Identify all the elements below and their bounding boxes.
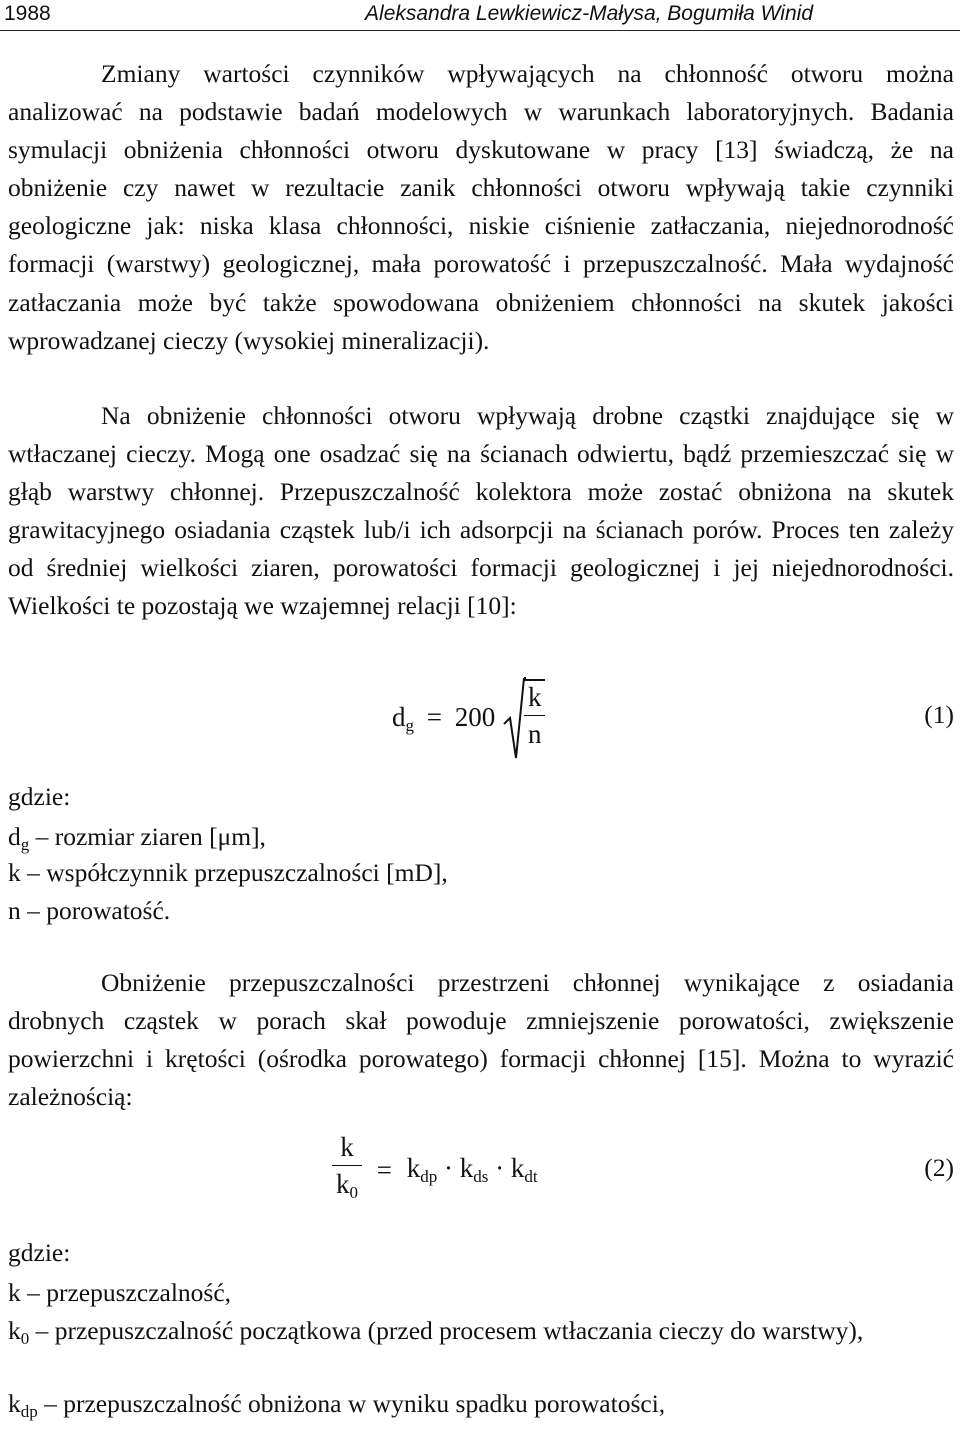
legend-symbol-sub: dp bbox=[20, 1402, 38, 1421]
page-number: 1988 bbox=[4, 2, 51, 25]
legend-symbol: k bbox=[8, 1389, 21, 1418]
eq1-lhs: d bbox=[392, 702, 406, 732]
legend-2-item bbox=[8, 1276, 231, 1310]
eq1-coef: 200 bbox=[454, 702, 496, 732]
legend-symbol: d bbox=[8, 822, 21, 851]
running-header bbox=[0, 0, 960, 31]
legend-symbol: k bbox=[8, 1316, 21, 1345]
paragraph-2: Na obniżenie chłonności otworu wpływają drobne cząstki znajdujące się w wtłaczanej cieczy. Mogą one osadzać się na ścianach odwiertu, bądź przemieszczać się w głąb warstwy chłonnej. Przepuszczalność kolektora może zostać obniżona na skutek grawitacyjnego osiadania cząstek lub/i ich adsorpcji na ścianach porów. Proces ten zależy od średniej wielkości ziaren, porowatości formacji geologicznej i jej niejednorodności. Wielkości te pozostają we wzajemnej relacji [10]: bbox=[8, 401, 954, 621]
equation-1 bbox=[392, 676, 545, 762]
legend-1-item bbox=[8, 856, 448, 890]
paragraph-1: Zmiany wartości czynników wpływających na chłonność otworu można analizować na podstawie badań modelowych w warunkach laboratoryjnych. Badania symulacji obniżenia chłonności otworu dyskutowane w pracy [13] świadczą, że na obniżenie czy nawet w rezultacie zanik chłonności otworu wpływają takie czynniki geologiczne jak: niska klasa chłonności, niskie ciśnienie zatłaczania, niejednorodność formacji (warstwy) geologicznej, mała porowatość i przepuszczalność. Mała wydajność zatłaczania może być także spowodowana obniżeniem chłonności na skutek jakości wprowadzanej cieczy (wysokiej mineralizacji). bbox=[8, 59, 954, 355]
eq2-den-sub: 0 bbox=[349, 1183, 358, 1202]
eq1-fraction bbox=[524, 681, 546, 750]
legend-text: – współczynnik przepuszczalności [mD], bbox=[20, 858, 448, 887]
eq2-fraction bbox=[332, 1131, 362, 1209]
eq2-term: k bbox=[510, 1153, 525, 1183]
legend-text: – rozmiar ziaren [μm], bbox=[29, 822, 266, 851]
legend-symbol: k bbox=[8, 1278, 21, 1307]
eq2-term-sub: dt bbox=[524, 1167, 538, 1186]
equation-1-number: (1) bbox=[924, 700, 954, 729]
legend-text: – przepuszczalność początkowa (przed procesem wtłaczania cieczy do warstwy), bbox=[29, 1316, 864, 1345]
legend-text: – przepuszczalność obniżona w wyniku spadku porowatości, bbox=[37, 1389, 666, 1418]
header-authors: Aleksandra Lewkiewicz-Małysa, Bogumiła Winid bbox=[365, 2, 813, 25]
legend-text: – przepuszczalność, bbox=[20, 1278, 232, 1307]
eq2-dot: · bbox=[495, 1153, 505, 1183]
eq2-equals: = bbox=[376, 1154, 392, 1185]
equation-2-number: (2) bbox=[924, 1153, 954, 1182]
eq2-dot: · bbox=[443, 1153, 453, 1183]
eq1-lhs-sub: g bbox=[405, 716, 414, 735]
eq2-denominator bbox=[332, 1166, 362, 1209]
equation-2 bbox=[332, 1131, 538, 1209]
eq1-denominator: n bbox=[527, 718, 542, 749]
legend-2-item bbox=[8, 1312, 954, 1357]
eq2-term-sub: dp bbox=[420, 1167, 438, 1186]
legend-1-item bbox=[8, 894, 170, 928]
eq2-den-symbol: k bbox=[336, 1169, 350, 1199]
legend-2-label: gdzie: bbox=[8, 1238, 71, 1267]
eq1-equals: = bbox=[426, 702, 442, 732]
legend-symbol: n bbox=[8, 896, 21, 925]
sqrt-radical-icon bbox=[502, 676, 526, 762]
eq2-rhs bbox=[406, 1153, 538, 1186]
legend-2-item bbox=[8, 1387, 665, 1429]
eq2-term: k bbox=[406, 1153, 421, 1183]
legend-text: – porowatość. bbox=[20, 896, 171, 925]
eq2-term-sub: ds bbox=[473, 1167, 489, 1186]
paragraph-3: Obniżenie przepuszczalności przestrzeni chłonnej wynikające z osiadania drobnych cząstek w porach skał powoduje zmniejszenie porowatości, zwiększenie powierzchni i krętości (ośrodka porowatego) formacji chłonnej [15]. Można to wyrazić zależnością: bbox=[8, 968, 954, 1112]
legend-symbol-sub: 0 bbox=[20, 1329, 30, 1348]
eq1-numerator: k bbox=[524, 681, 546, 716]
legend-symbol: k bbox=[8, 858, 21, 887]
eq2-numerator: k bbox=[332, 1131, 362, 1166]
legend-1-label: gdzie: bbox=[8, 782, 71, 811]
eq2-term: k bbox=[459, 1153, 474, 1183]
legend-symbol-sub: g bbox=[20, 835, 30, 854]
